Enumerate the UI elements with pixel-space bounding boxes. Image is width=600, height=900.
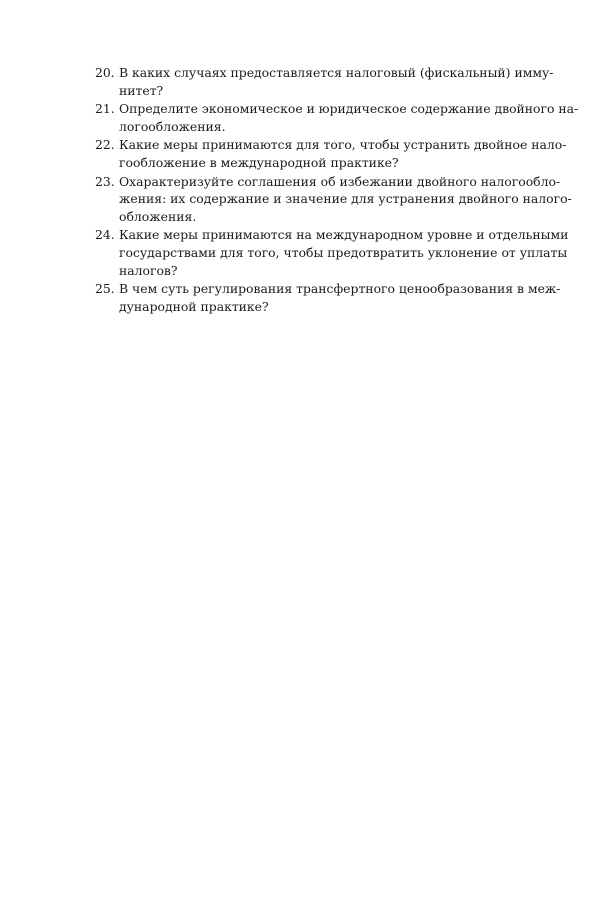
question-item (95, 173, 572, 226)
question-text-line: нитет? (119, 82, 164, 98)
question-number: 21. (95, 101, 115, 117)
question-item (95, 280, 561, 315)
question-item (95, 100, 579, 135)
question-text-line: налогов? (119, 262, 178, 278)
question-number: 22. (95, 137, 115, 153)
question-text-line: дународной практике? (119, 298, 269, 314)
question-item (95, 136, 567, 171)
question-text-line: Какие меры принимаются для того, чтобы устранить двойное нало- (119, 137, 567, 153)
question-text-line: В каких случаях предоставляется налоговый (фискальный) имму- (119, 65, 554, 80)
question-number: 24. (95, 227, 115, 243)
question-text-line: жения: их содержание и значение для устранения двойного налого- (119, 191, 572, 207)
question-number: 25. (95, 281, 115, 297)
question-text-line: Какие меры принимаются на международном уровне и отдельными (119, 227, 569, 243)
question-list (95, 64, 579, 316)
question-item (95, 64, 554, 99)
question-text-line: логообложения. (119, 118, 226, 134)
question-text-line: Охарактеризуйте соглашения об избежании двойного налогообло- (119, 173, 561, 189)
question-text-line: государствами для того, чтобы предотвратить уклонение от уплаты (119, 244, 568, 260)
question-text-line: Определите экономическое и юридическое содержание двойного на- (119, 101, 579, 117)
question-number: 20. (95, 65, 115, 80)
question-text-line: обложения. (119, 208, 197, 224)
question-number: 23. (95, 173, 115, 189)
question-item (95, 226, 569, 279)
question-text-line: гообложение в международной практике? (119, 154, 399, 170)
question-text-line: В чем суть регулирования трансфертного ценообразования в меж- (119, 281, 561, 297)
